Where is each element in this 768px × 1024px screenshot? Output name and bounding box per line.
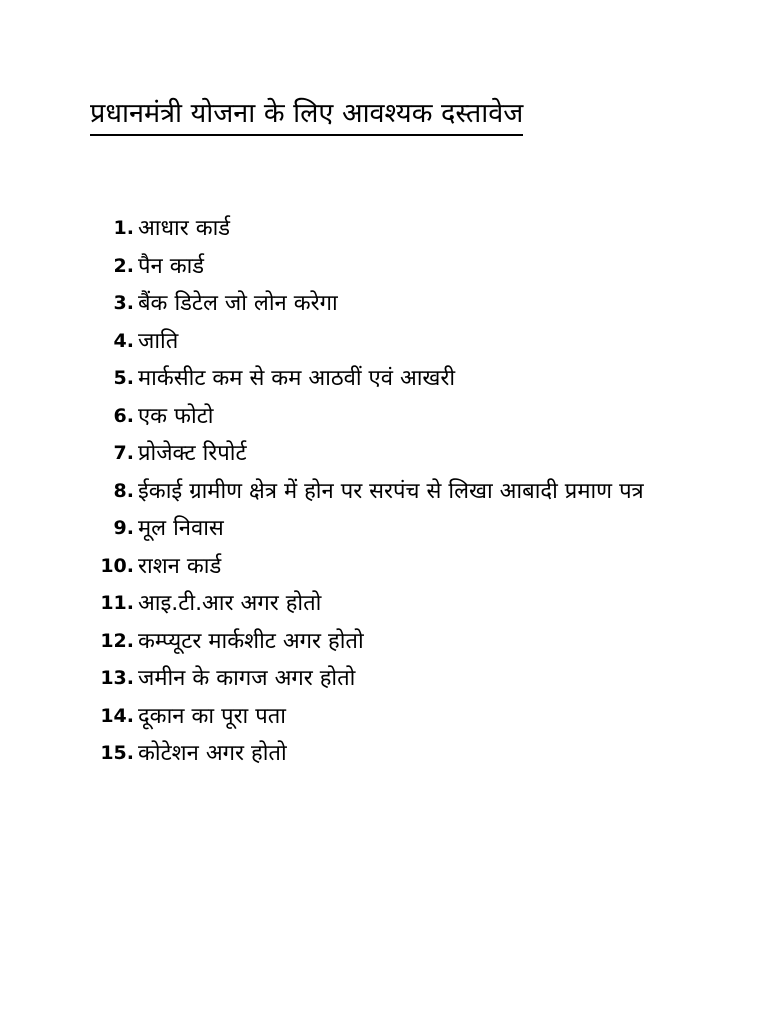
item-text: दूकान का पूरा पता [138, 703, 286, 729]
list-item [98, 285, 698, 323]
item-number: 11. [100, 592, 134, 614]
item-text: कम्प्यूटर मार्कशीट अगर होतो [138, 628, 364, 654]
list-item [98, 510, 698, 548]
item-text: मूल निवास [138, 516, 224, 541]
item-text: आधार कार्ड [138, 216, 231, 241]
item-number: 3. [113, 292, 134, 314]
item-text: जमीन के कागज अगर होतो [138, 666, 356, 691]
item-number: 14. [100, 704, 134, 727]
item-text: आइ.टी.आर अगर होतो [138, 591, 322, 616]
item-number: 12. [100, 629, 134, 652]
list-item [98, 210, 698, 248]
item-number: 1. [113, 217, 134, 239]
item-number: 4. [113, 329, 134, 352]
item-text: पैन कार्ड [138, 253, 205, 279]
item-number: 6. [113, 404, 134, 427]
list-item [98, 585, 698, 623]
item-number: 9. [113, 517, 134, 539]
list-item [98, 360, 698, 398]
list-item [98, 660, 698, 698]
list-item [98, 248, 698, 286]
list-item [98, 398, 698, 436]
document-title: प्रधानमंत्री योजना के लिए आवश्यक दस्तावेज [90, 94, 523, 136]
list-item [98, 473, 698, 511]
item-text: राशन कार्ड [138, 553, 222, 579]
item-number: 10. [100, 554, 134, 577]
item-text: प्रोजेक्ट रिपोर्ट [138, 441, 247, 466]
item-text: कोटेशन अगर होतो [138, 741, 287, 766]
item-text: बैंक डिटेल जो लोन करेगा [138, 291, 338, 316]
list-item [98, 323, 698, 361]
item-number: 7. [113, 442, 134, 464]
item-number: 15. [100, 742, 134, 764]
list-item [98, 698, 698, 736]
item-text: ईकाई ग्रामीण क्षेत्र में होन पर सरपंच से लिखा आबादी प्रमाण पत्र [138, 478, 644, 504]
item-text: जाति [138, 328, 179, 354]
list-item [98, 735, 698, 773]
item-number: 5. [113, 367, 134, 389]
item-text: मार्कसीट कम से कम आठवीं एवं आखरी [138, 366, 456, 391]
item-text: एक फोटो [138, 403, 214, 429]
list-item [98, 435, 698, 473]
required-documents-list [98, 210, 698, 773]
list-item [98, 623, 698, 661]
item-number: 8. [113, 479, 134, 502]
list-item [98, 548, 698, 586]
item-number: 2. [113, 254, 134, 277]
item-number: 13. [100, 667, 134, 689]
